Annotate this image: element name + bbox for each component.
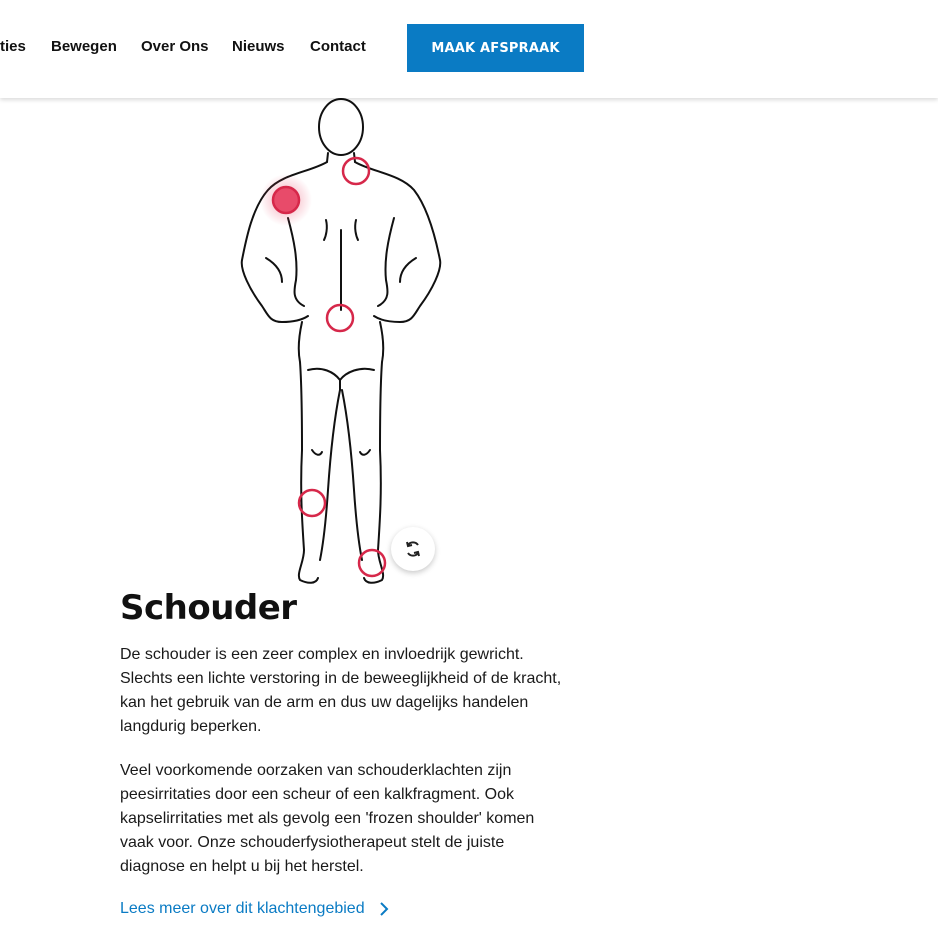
nav-item-nieuws[interactable]: Nieuws xyxy=(232,38,285,55)
make-appointment-button[interactable]: MAAK AFSPRAAK xyxy=(407,24,584,72)
hotspot-shoulder[interactable] xyxy=(273,187,299,213)
nav-item-bewegen[interactable]: Bewegen xyxy=(51,38,117,55)
rotate-icon xyxy=(404,540,422,558)
rotate-figure-button[interactable] xyxy=(391,527,435,571)
chevron-right-icon xyxy=(379,901,389,917)
nav-item-contact[interactable]: Contact xyxy=(310,38,366,55)
read-more-link[interactable] xyxy=(120,900,389,918)
page-title: Schouder xyxy=(120,588,297,628)
hotspot-knee[interactable] xyxy=(299,490,325,516)
read-more-label: Lees meer over dit klachtengebied xyxy=(120,900,365,917)
body-figure-back xyxy=(230,90,450,590)
nav-item-activiteiten[interactable]: ties xyxy=(0,38,26,55)
description-paragraph-1: De schouder is een zeer complex en invloedrijk gewricht. Slechts een lichte verstoring in de beweeglijkheid of de kracht, kan het gebruik van de arm en dus uw dagelijks handelen langdurig beperken. xyxy=(120,646,562,735)
top-navigation xyxy=(0,0,938,98)
body-map xyxy=(230,90,450,590)
description-paragraph-2: Veel voorkomende oorzaken van schouderklachten zijn peesirritaties door een scheur of een kalkfragment. Ook kapselirritaties met als gevolg een 'frozen shoulder' komen vaak voor. Onze schouderfysiotherapeut stelt de juiste diagnose en helpt u bij het herstel. xyxy=(120,762,535,875)
nav-item-over-ons[interactable]: Over Ons xyxy=(141,38,209,55)
